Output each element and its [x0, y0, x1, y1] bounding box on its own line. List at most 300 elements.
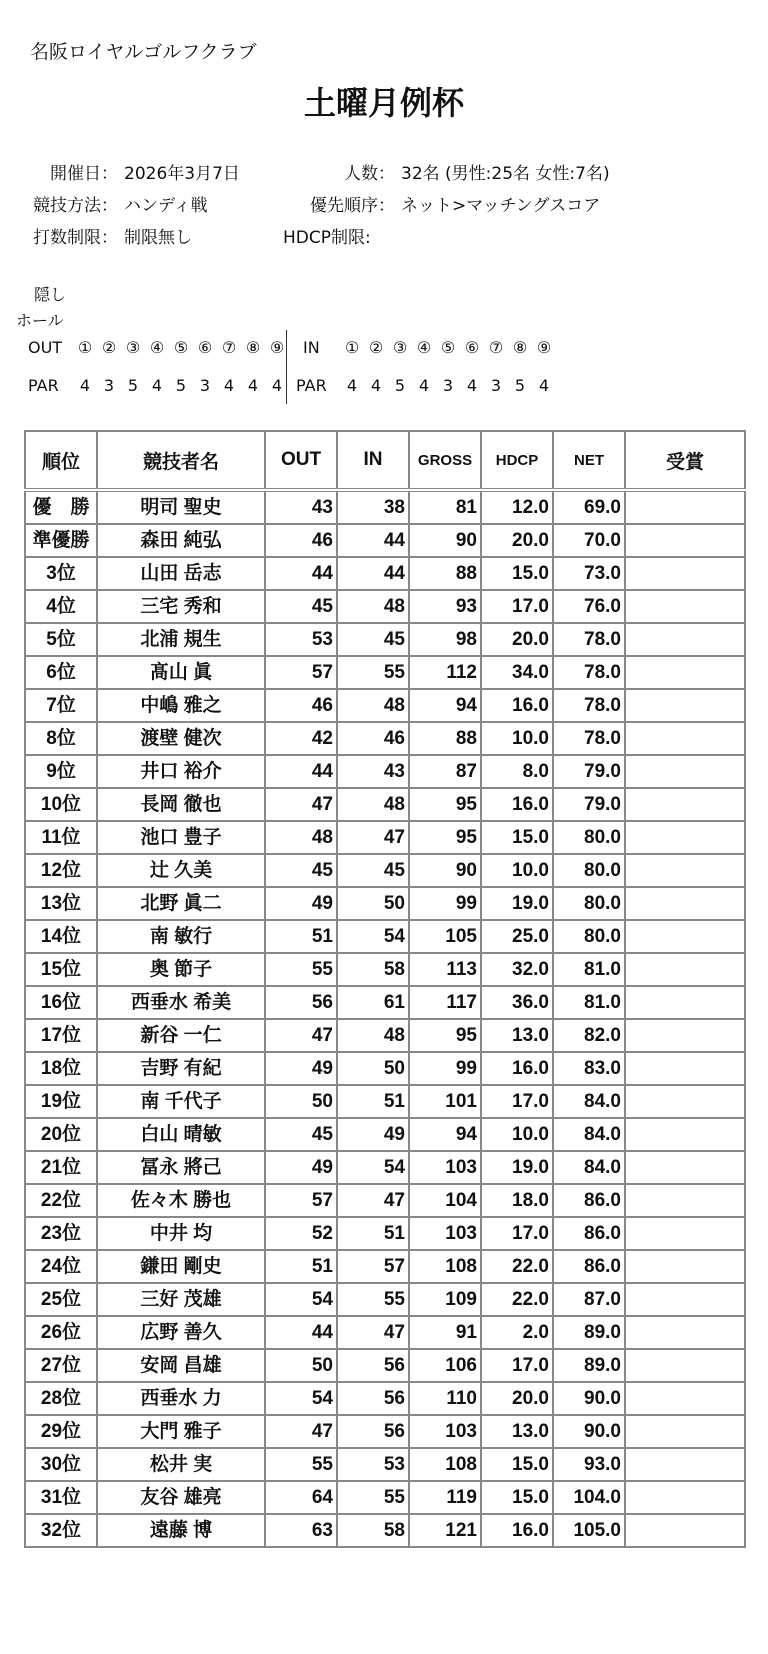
rank-cell: 準優勝 [25, 524, 97, 557]
out-score-cell: 49 [265, 1052, 337, 1085]
table-row [25, 1118, 745, 1151]
out-par: 5 [127, 376, 139, 395]
gross-score-cell: 110 [409, 1382, 481, 1415]
out-score-cell: 63 [265, 1514, 337, 1547]
hdcp-cell: 18.0 [481, 1184, 553, 1217]
out-score-cell: 56 [265, 986, 337, 1019]
award-cell [625, 1019, 745, 1052]
player-name-cell: 冨永 將己 [97, 1151, 265, 1184]
gross-score-cell: 103 [409, 1151, 481, 1184]
table-row [25, 1514, 745, 1547]
net-score-cell: 87.0 [553, 1283, 625, 1316]
method-label: 競技方法： [33, 196, 118, 216]
gross-score-cell: 103 [409, 1217, 481, 1250]
header-in: IN [337, 431, 409, 490]
out-score-cell: 50 [265, 1349, 337, 1382]
out-hole-number: ② [101, 338, 117, 357]
net-score-cell: 81.0 [553, 953, 625, 986]
net-score-cell: 105.0 [553, 1514, 625, 1547]
in-score-cell: 48 [337, 788, 409, 821]
out-label: OUT [28, 338, 63, 357]
table-row [25, 1052, 745, 1085]
date-label: 開催日： [50, 164, 118, 184]
hdcp-cell: 17.0 [481, 1217, 553, 1250]
rank-cell: 17位 [25, 1019, 97, 1052]
rank-cell: 26位 [25, 1316, 97, 1349]
out-score-cell: 47 [265, 1415, 337, 1448]
hidden-label-line2: ホール [16, 311, 64, 330]
award-cell [625, 887, 745, 920]
hdcp-cell: 15.0 [481, 821, 553, 854]
rank-cell: 4位 [25, 590, 97, 623]
out-par: 4 [79, 376, 91, 395]
out-par: 3 [103, 376, 115, 395]
table-row [25, 755, 745, 788]
gross-score-cell: 105 [409, 920, 481, 953]
player-name-cell: 白山 晴敏 [97, 1118, 265, 1151]
award-cell [625, 590, 745, 623]
header-award: 受賞 [625, 431, 745, 490]
gross-score-cell: 94 [409, 689, 481, 722]
table-row [25, 1415, 745, 1448]
in-hole-number: ⑨ [536, 338, 552, 357]
net-score-cell: 80.0 [553, 920, 625, 953]
rank-cell: 29位 [25, 1415, 97, 1448]
in-score-cell: 55 [337, 656, 409, 689]
hdcp-cell: 10.0 [481, 722, 553, 755]
gross-score-cell: 99 [409, 1052, 481, 1085]
date-value: 2026年3月7日 [124, 164, 240, 184]
table-row [25, 854, 745, 887]
net-score-cell: 84.0 [553, 1151, 625, 1184]
player-name-cell: 鎌田 剛史 [97, 1250, 265, 1283]
in-par: 4 [418, 376, 430, 395]
out-score-cell: 44 [265, 755, 337, 788]
out-hole-number: ④ [149, 338, 165, 357]
hdcp-cell: 17.0 [481, 590, 553, 623]
out-score-cell: 51 [265, 920, 337, 953]
net-score-cell: 86.0 [553, 1250, 625, 1283]
in-hole-number: ④ [416, 338, 432, 357]
gross-score-cell: 87 [409, 755, 481, 788]
gross-score-cell: 108 [409, 1448, 481, 1481]
table-row [25, 887, 745, 920]
rank-cell: 5位 [25, 623, 97, 656]
in-score-cell: 50 [337, 1052, 409, 1085]
rank-cell: 20位 [25, 1118, 97, 1151]
award-cell [625, 1316, 745, 1349]
in-score-cell: 48 [337, 590, 409, 623]
in-score-cell: 47 [337, 1316, 409, 1349]
player-name-cell: 遠藤 博 [97, 1514, 265, 1547]
out-score-cell: 42 [265, 722, 337, 755]
results-body [25, 490, 745, 1547]
rank-cell: 13位 [25, 887, 97, 920]
award-cell [625, 1151, 745, 1184]
player-name-cell: 友谷 雄亮 [97, 1481, 265, 1514]
net-score-cell: 86.0 [553, 1217, 625, 1250]
hdcp-cell: 2.0 [481, 1316, 553, 1349]
hole-par-table [28, 334, 552, 404]
in-hole-number: ① [344, 338, 360, 357]
header-net: NET [553, 431, 625, 490]
hidden-hole-label [16, 282, 66, 334]
award-cell [625, 1382, 745, 1415]
out-par: 4 [151, 376, 163, 395]
in-hole-number: ⑥ [464, 338, 480, 357]
header-gross: GROSS [409, 431, 481, 490]
hdcp-cell: 13.0 [481, 1019, 553, 1052]
out-score-cell: 54 [265, 1283, 337, 1316]
in-label: IN [303, 338, 320, 357]
in-hole-number: ③ [392, 338, 408, 357]
player-name-cell: 南 千代子 [97, 1085, 265, 1118]
net-score-cell: 78.0 [553, 722, 625, 755]
award-cell [625, 1217, 745, 1250]
rank-cell: 11位 [25, 821, 97, 854]
player-name-cell: 三宅 秀和 [97, 590, 265, 623]
rank-cell: 優 勝 [25, 490, 97, 524]
in-par: 5 [514, 376, 526, 395]
award-cell [625, 524, 745, 557]
out-score-cell: 45 [265, 590, 337, 623]
hdcp-cell: 10.0 [481, 1118, 553, 1151]
table-row [25, 1019, 745, 1052]
net-score-cell: 90.0 [553, 1415, 625, 1448]
table-row [25, 1382, 745, 1415]
net-score-cell: 93.0 [553, 1448, 625, 1481]
gross-score-cell: 88 [409, 557, 481, 590]
hdcp-cell: 16.0 [481, 1052, 553, 1085]
player-name-cell: 北浦 規生 [97, 623, 265, 656]
out-score-cell: 54 [265, 1382, 337, 1415]
event-info [20, 160, 720, 260]
par-label-in: PAR [296, 376, 327, 395]
in-score-cell: 61 [337, 986, 409, 1019]
net-score-cell: 70.0 [553, 524, 625, 557]
in-score-cell: 49 [337, 1118, 409, 1151]
gross-score-cell: 108 [409, 1250, 481, 1283]
player-name-cell: 長岡 徹也 [97, 788, 265, 821]
rank-cell: 21位 [25, 1151, 97, 1184]
table-row [25, 788, 745, 821]
out-score-cell: 44 [265, 1316, 337, 1349]
out-score-cell: 45 [265, 854, 337, 887]
table-row [25, 986, 745, 1019]
award-cell [625, 722, 745, 755]
gross-score-cell: 101 [409, 1085, 481, 1118]
in-score-cell: 53 [337, 1448, 409, 1481]
in-score-cell: 44 [337, 557, 409, 590]
table-row [25, 1184, 745, 1217]
in-score-cell: 56 [337, 1415, 409, 1448]
hdcp-cell: 34.0 [481, 656, 553, 689]
player-name-cell: 渡壁 健次 [97, 722, 265, 755]
table-row [25, 656, 745, 689]
in-score-cell: 54 [337, 1151, 409, 1184]
in-score-cell: 38 [337, 490, 409, 524]
net-score-cell: 78.0 [553, 623, 625, 656]
in-score-cell: 58 [337, 953, 409, 986]
in-score-cell: 47 [337, 1184, 409, 1217]
award-cell [625, 490, 745, 524]
table-row [25, 1151, 745, 1184]
in-score-cell: 54 [337, 920, 409, 953]
award-cell [625, 920, 745, 953]
hdcp-cell: 19.0 [481, 887, 553, 920]
award-cell [625, 1283, 745, 1316]
gross-score-cell: 106 [409, 1349, 481, 1382]
in-score-cell: 51 [337, 1217, 409, 1250]
rank-cell: 23位 [25, 1217, 97, 1250]
net-score-cell: 90.0 [553, 1382, 625, 1415]
player-name-cell: 西垂水 力 [97, 1382, 265, 1415]
out-score-cell: 46 [265, 524, 337, 557]
out-score-cell: 53 [265, 623, 337, 656]
out-par: 3 [199, 376, 211, 395]
out-score-cell: 55 [265, 953, 337, 986]
priority-value: ネット>マッチングスコア [401, 196, 601, 216]
out-hole-number: ③ [125, 338, 141, 357]
net-score-cell: 81.0 [553, 986, 625, 1019]
net-score-cell: 80.0 [553, 887, 625, 920]
in-score-cell: 45 [337, 623, 409, 656]
net-score-cell: 80.0 [553, 854, 625, 887]
hdcp-cell: 8.0 [481, 755, 553, 788]
in-par: 4 [538, 376, 550, 395]
in-score-cell: 57 [337, 1250, 409, 1283]
out-score-cell: 45 [265, 1118, 337, 1151]
table-row [25, 1349, 745, 1382]
rank-cell: 6位 [25, 656, 97, 689]
player-name-cell: 広野 善久 [97, 1316, 265, 1349]
gross-score-cell: 112 [409, 656, 481, 689]
award-cell [625, 1514, 745, 1547]
out-score-cell: 64 [265, 1481, 337, 1514]
out-hole-number: ⑨ [269, 338, 285, 357]
out-score-cell: 49 [265, 1151, 337, 1184]
in-score-cell: 47 [337, 821, 409, 854]
rank-cell: 12位 [25, 854, 97, 887]
rank-cell: 28位 [25, 1382, 97, 1415]
player-name-cell: 新谷 一仁 [97, 1019, 265, 1052]
limit-value: 制限無し [124, 228, 192, 248]
player-name-cell: 佐々木 勝也 [97, 1184, 265, 1217]
award-cell [625, 1052, 745, 1085]
player-name-cell: 明司 聖史 [97, 490, 265, 524]
table-row [25, 1217, 745, 1250]
in-score-cell: 55 [337, 1283, 409, 1316]
hdcp-cell: 12.0 [481, 490, 553, 524]
rank-cell: 14位 [25, 920, 97, 953]
award-cell [625, 689, 745, 722]
rank-cell: 32位 [25, 1514, 97, 1547]
rank-cell: 24位 [25, 1250, 97, 1283]
hdcp-cell: 36.0 [481, 986, 553, 1019]
in-par: 5 [394, 376, 406, 395]
player-name-cell: 中井 均 [97, 1217, 265, 1250]
net-score-cell: 83.0 [553, 1052, 625, 1085]
method-value: ハンディ戦 [124, 196, 208, 216]
rank-cell: 10位 [25, 788, 97, 821]
hdcp-cell: 20.0 [481, 1382, 553, 1415]
header-rank: 順位 [25, 431, 97, 490]
award-cell [625, 623, 745, 656]
player-name-cell: 森田 純弘 [97, 524, 265, 557]
player-name-cell: 井口 裕介 [97, 755, 265, 788]
out-par: 5 [175, 376, 187, 395]
net-score-cell: 86.0 [553, 1184, 625, 1217]
player-name-cell: 吉野 有紀 [97, 1052, 265, 1085]
hdcp-cell: 10.0 [481, 854, 553, 887]
rank-cell: 31位 [25, 1481, 97, 1514]
table-row [25, 821, 745, 854]
out-score-cell: 48 [265, 821, 337, 854]
in-score-cell: 51 [337, 1085, 409, 1118]
gross-score-cell: 81 [409, 490, 481, 524]
out-hole-number: ⑧ [245, 338, 261, 357]
rank-cell: 19位 [25, 1085, 97, 1118]
award-cell [625, 854, 745, 887]
player-name-cell: 大門 雅子 [97, 1415, 265, 1448]
net-score-cell: 84.0 [553, 1118, 625, 1151]
in-par: 3 [490, 376, 502, 395]
out-score-cell: 52 [265, 1217, 337, 1250]
gross-score-cell: 121 [409, 1514, 481, 1547]
rank-cell: 22位 [25, 1184, 97, 1217]
net-score-cell: 69.0 [553, 490, 625, 524]
out-score-cell: 50 [265, 1085, 337, 1118]
award-cell [625, 1349, 745, 1382]
gross-score-cell: 103 [409, 1415, 481, 1448]
in-par: 3 [442, 376, 454, 395]
in-score-cell: 56 [337, 1382, 409, 1415]
player-name-cell: 辻 久美 [97, 854, 265, 887]
hdcp-cell: 15.0 [481, 1481, 553, 1514]
gross-score-cell: 90 [409, 854, 481, 887]
out-score-cell: 57 [265, 1184, 337, 1217]
out-score-cell: 47 [265, 1019, 337, 1052]
rank-cell: 9位 [25, 755, 97, 788]
out-hole-number: ⑦ [221, 338, 237, 357]
net-score-cell: 82.0 [553, 1019, 625, 1052]
award-cell [625, 986, 745, 1019]
award-cell [625, 1085, 745, 1118]
in-score-cell: 46 [337, 722, 409, 755]
net-score-cell: 78.0 [553, 656, 625, 689]
hdcp-cell: 32.0 [481, 953, 553, 986]
table-row [25, 1250, 745, 1283]
player-name-cell: 奥 節子 [97, 953, 265, 986]
hdcp-cell: 15.0 [481, 557, 553, 590]
hdcp-cell: 16.0 [481, 1514, 553, 1547]
out-score-cell: 43 [265, 490, 337, 524]
gross-score-cell: 119 [409, 1481, 481, 1514]
rank-cell: 16位 [25, 986, 97, 1019]
gross-score-cell: 95 [409, 1019, 481, 1052]
hdcp-cell: 17.0 [481, 1349, 553, 1382]
hdcp-cell: 25.0 [481, 920, 553, 953]
player-name-cell: 池口 豊子 [97, 821, 265, 854]
hdcp-cell: 16.0 [481, 788, 553, 821]
page-title: 土曜月例杯 [303, 84, 464, 122]
gross-score-cell: 99 [409, 887, 481, 920]
rank-cell: 15位 [25, 953, 97, 986]
net-score-cell: 89.0 [553, 1316, 625, 1349]
in-hole-number: ⑧ [512, 338, 528, 357]
table-row [25, 920, 745, 953]
gross-score-cell: 90 [409, 524, 481, 557]
hdcp-cell: 13.0 [481, 1415, 553, 1448]
out-par: 4 [223, 376, 235, 395]
gross-score-cell: 93 [409, 590, 481, 623]
hdcp-cell: 15.0 [481, 1448, 553, 1481]
rank-cell: 8位 [25, 722, 97, 755]
count-value: 32名 (男性:25名 女性:7名) [401, 164, 610, 184]
gross-score-cell: 91 [409, 1316, 481, 1349]
player-name-cell: 松井 実 [97, 1448, 265, 1481]
award-cell [625, 1481, 745, 1514]
gross-score-cell: 95 [409, 788, 481, 821]
hdcp-cell: 19.0 [481, 1151, 553, 1184]
gross-score-cell: 95 [409, 821, 481, 854]
in-score-cell: 45 [337, 854, 409, 887]
award-cell [625, 953, 745, 986]
hdcp-cell: 20.0 [481, 623, 553, 656]
table-row [25, 557, 745, 590]
rank-cell: 30位 [25, 1448, 97, 1481]
out-hole-number: ⑥ [197, 338, 213, 357]
player-name-cell: 西垂水 希美 [97, 986, 265, 1019]
in-score-cell: 48 [337, 689, 409, 722]
table-row [25, 1481, 745, 1514]
in-score-cell: 56 [337, 1349, 409, 1382]
award-cell [625, 1118, 745, 1151]
out-score-cell: 55 [265, 1448, 337, 1481]
results-table [24, 430, 746, 1548]
limit-label: 打数制限： [33, 228, 118, 248]
award-cell [625, 755, 745, 788]
header-name: 競技者名 [97, 431, 265, 490]
net-score-cell: 79.0 [553, 788, 625, 821]
award-cell [625, 1448, 745, 1481]
in-hole-number: ⑦ [488, 338, 504, 357]
table-row [25, 1085, 745, 1118]
table-row [25, 490, 745, 524]
out-in-divider [286, 330, 287, 404]
in-score-cell: 50 [337, 887, 409, 920]
out-hole-number: ① [77, 338, 93, 357]
award-cell [625, 788, 745, 821]
table-row [25, 1283, 745, 1316]
player-name-cell: 山田 岳志 [97, 557, 265, 590]
table-row [25, 953, 745, 986]
table-row [25, 623, 745, 656]
table-row [25, 590, 745, 623]
gross-score-cell: 117 [409, 986, 481, 1019]
out-score-cell: 49 [265, 887, 337, 920]
in-hole-number: ② [368, 338, 384, 357]
club-name: 名阪ロイヤルゴルフクラブ [30, 41, 257, 63]
in-score-cell: 44 [337, 524, 409, 557]
net-score-cell: 84.0 [553, 1085, 625, 1118]
hdcp-cell: 22.0 [481, 1283, 553, 1316]
count-label: 人数： [344, 164, 395, 184]
header-hdcp: HDCP [481, 431, 553, 490]
player-name-cell: 南 敏行 [97, 920, 265, 953]
award-cell [625, 656, 745, 689]
out-score-cell: 47 [265, 788, 337, 821]
